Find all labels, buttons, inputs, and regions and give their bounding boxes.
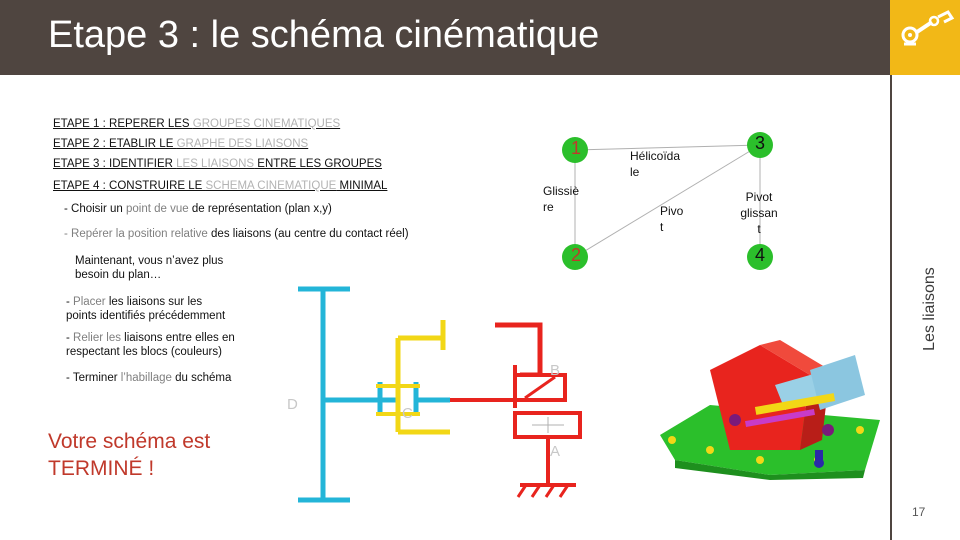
yellow-group [376,320,515,432]
pivot-glissant-line-1: Pivot [745,190,773,204]
place-line-2: points identifiés précédemment [66,310,226,322]
locate-prefix: - [64,228,72,240]
helicoidale-line-2: le [630,165,640,179]
final-line-2: TERMINÉ ! [48,457,155,480]
step-2-text: ETAPE 2 : ETABLIR LE [53,138,177,150]
finish-highlight: l’habillage [120,372,172,384]
pivot-glissant-line-3: t [757,222,761,236]
graph-node-3-label: 3 [754,133,765,153]
place-highlight: Placer [73,296,106,308]
step-4-suffix: MINIMAL [336,180,388,192]
instruction-choose-view [64,203,332,215]
liaison-helicoidale [630,148,680,180]
step-3-text: ETAPE 3 : IDENTIFIER [53,158,177,170]
step-1-text: ETAPE 1 : REPERER LES [53,118,193,130]
connect-line-2: respectant les blocs (couleurs) [66,346,222,358]
choose-suffix: de représentation (plan x,y) [188,203,332,215]
point-b-label: B [550,362,561,379]
pivot-line-2: t [660,220,664,234]
instruction-place [66,295,225,323]
step-2 [53,138,308,150]
finish-suffix: du schéma [171,372,232,384]
final-line-1: Votre schéma est [48,430,211,453]
liaison-glissiere [543,183,579,215]
pivot-glissant-line-2: glissan [740,206,778,220]
place-prefix: - [66,296,74,308]
connect-prefix: - [66,332,74,344]
instruction-finish [66,372,231,384]
step-3-suffix: ENTRE LES GROUPES [254,158,382,170]
point-d-label: D [287,396,298,413]
graph-node-1-label: 1 [570,138,581,158]
pivot-line-1: Pivo [660,204,684,218]
kinematic-schema [280,280,600,510]
instruction-no-plan [75,254,223,282]
glissiere-line-2: re [543,200,554,214]
connect-highlight: Relier les [73,332,121,344]
no-plan-line-2: besoin du plan… [75,269,162,281]
step-4-text: ETAPE 4 : CONSTRUIRE LE [53,180,206,192]
place-suffix: les liaisons sur les [105,296,203,308]
locate-suffix: des liaisons (au centre du contact réel) [207,228,409,240]
red-group [495,325,580,497]
connect-suffix: liaisons entre elles en [120,332,235,344]
step-3-highlight: LES LIAISONS [176,158,255,170]
point-c-label: C [402,405,413,422]
final-message [48,428,210,482]
blue-group [298,288,450,502]
point-a-label: A [550,443,561,460]
page-title: Etape 3 : le schéma cinématique [48,14,600,56]
robot-arm-icon [890,0,960,75]
instruction-locate [64,228,409,240]
step-1-highlight: GROUPES CINEMATIQUES [192,118,341,130]
choose-highlight: point de vue [126,203,189,215]
step-4-highlight: SCHEMA CINEMATIQUE [205,180,337,192]
glissiere-line-1: Glissiè [543,184,580,198]
helicoidale-line-1: Hélicoïda [630,149,681,163]
step-1 [53,118,340,130]
liaison-pivot-glissant [728,189,790,237]
step-3 [53,158,382,170]
mechanism-3d-illustration [650,300,885,480]
side-label: Les liaisons [921,267,938,351]
instruction-connect [66,331,235,359]
logo-area [890,0,960,75]
no-plan-line-1: Maintenant, vous n’avez plus [75,255,224,267]
finish-prefix: - Terminer [66,372,121,384]
locate-highlight: Repérer la position relative [71,228,208,240]
graph-node-4-label: 4 [754,245,765,265]
step-2-highlight: GRAPHE DES LIAISONS [176,138,309,150]
choose-text: - Choisir un [64,203,126,215]
liaison-pivot [660,203,683,235]
graph-node-2-label: 2 [570,245,581,265]
step-4 [53,180,387,192]
page-number: 17 [912,505,926,519]
